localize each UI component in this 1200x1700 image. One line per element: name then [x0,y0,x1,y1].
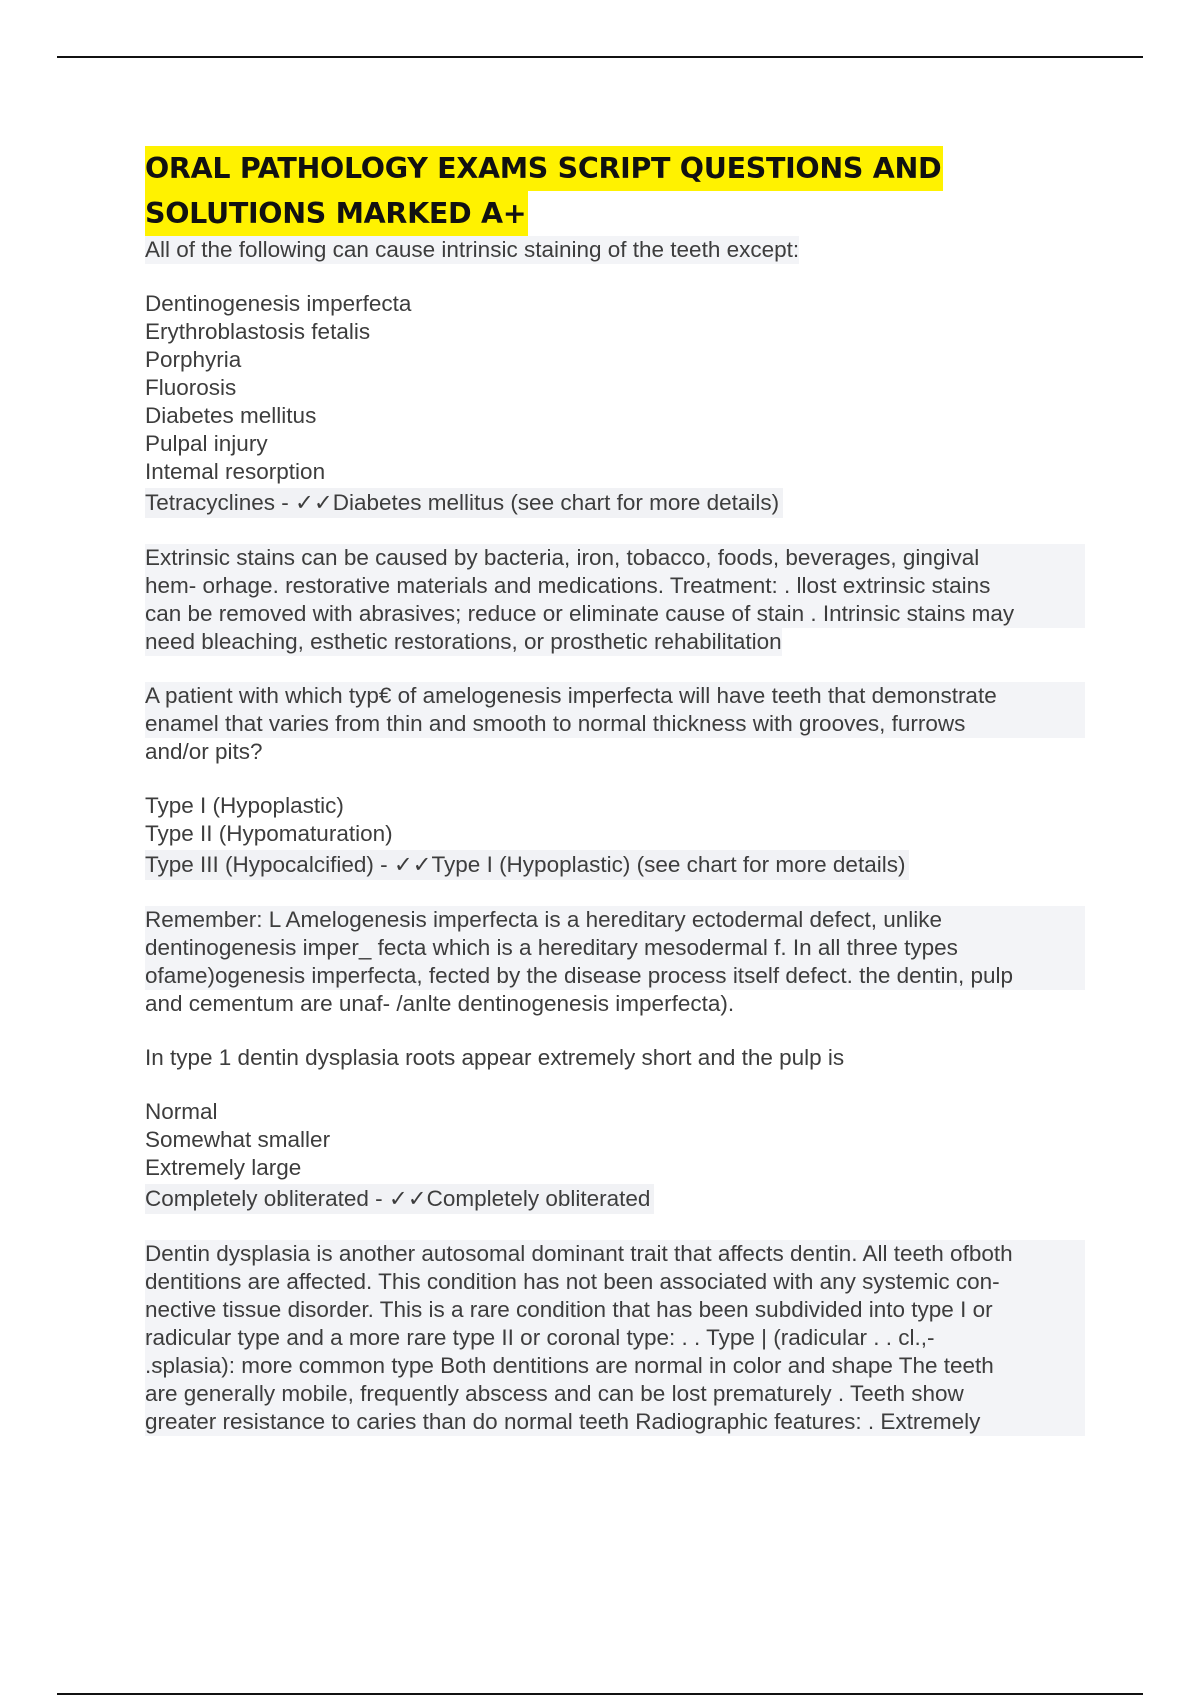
title-line-1: ORAL PATHOLOGY EXAMS SCRIPT QUESTIONS AND [145,146,943,191]
question-2-text [145,682,1085,766]
explanation-line: Extrinsic stains can be caused by bacteria, iron, tobacco, foods, beverages, gingival [145,544,1085,572]
explanation-line: Dentin dysplasia is another autosomal dominant trait that affects dentin. All teeth ofboth [145,1240,1085,1268]
question-3-explanation [145,1240,1085,1436]
question-1-text: All of the following can cause intrinsic staining of the teeth except: [145,237,800,262]
explanation-line: ofame)ogenesis imperfecta, fected by the disease process itself defect. the dentin, pulp [145,962,1085,990]
question-2-options [145,792,1085,880]
question-line: and/or pits? [145,739,263,764]
explanation-line: dentitions are affected. This condition has not been associated with any systemic con- [145,1268,1085,1296]
explanation-line: hem- orhage. restorative materials and medications. Treatment: . llost extrinsic stains [145,572,1085,600]
option-item: Pulpal injury [145,431,268,456]
option-item: Diabetes mellitus [145,403,317,428]
option-item: Extremely large [145,1155,302,1180]
question-2-explanation [145,906,1085,1018]
option-item: Erythroblastosis fetalis [145,319,371,344]
explanation-line: .splasia): more common type Both dentitions are normal in color and shape The teeth [145,1352,1085,1380]
explanation-line: need bleaching, esthetic restorations, or prosthetic rehabilitation [145,629,782,654]
explanation-line: can be removed with abrasives; reduce or eliminate cause of stain . Intrinsic stains may [145,600,1085,628]
option-item: Porphyria [145,347,242,372]
option-item: Type II (Hypomaturation) [145,821,393,846]
spacer [145,518,1085,544]
explanation-line: greater resistance to caries than do normal teeth Radiographic features: . Extremely [145,1408,1085,1436]
question-3-answer: Completely obliterated - ✓✓Completely obliterated [145,1184,654,1214]
question-2-answer: Type III (Hypocalcified) - ✓✓Type I (Hypoplastic) (see chart for more details) [145,850,909,880]
question-3-text: In type 1 dentin dysplasia roots appear extremely short and the pulp is [145,1045,845,1070]
title-line-2: SOLUTIONS MARKED A+ [145,191,528,236]
document-title [145,146,1085,236]
option-item: Type I (Hypoplastic) [145,793,344,818]
option-item: Dentinogenesis imperfecta [145,291,412,316]
question-1-explanation [145,544,1085,656]
explanation-line: dentinogenesis imper_ fecta which is a hereditary mesodermal f. In all three types [145,934,1085,962]
question-1-answer: Tetracyclines - ✓✓Diabetes mellitus (see chart for more details) [145,488,783,518]
question-line: A patient with which typ€ of amelogenesis imperfecta will have teeth that demonstrate [145,682,1085,710]
spacer [145,264,1085,290]
explanation-line: are generally mobile, frequently abscess and can be lost prematurely . Teeth show [145,1380,1085,1408]
option-item: Fluorosis [145,375,237,400]
footer-rule [57,1693,1143,1695]
explanation-line: Remember: L Amelogenesis imperfecta is a hereditary ectodermal defect, unlike [145,906,1085,934]
option-item: Somewhat smaller [145,1127,331,1152]
option-item: Normal [145,1099,218,1124]
spacer [145,1072,1085,1098]
header-rule [57,56,1143,58]
explanation-line: nective tissue disorder. This is a rare condition that has been subdivided into type I or [145,1296,1085,1324]
spacer [145,1214,1085,1240]
explanation-line: and cementum are unaf- /anlte dentinogenesis imperfecta). [145,991,735,1016]
question-1-options [145,290,1085,518]
document-body [145,146,1085,1436]
question-line: enamel that varies from thin and smooth to normal thickness with grooves, furrows [145,710,1085,738]
spacer [145,766,1085,792]
spacer [145,656,1085,682]
question-3-options [145,1098,1085,1214]
spacer [145,880,1085,906]
spacer [145,1018,1085,1044]
option-item: Intemal resorption [145,459,326,484]
explanation-line: radicular type and a more rare type II or coronal type: . . Type | (radicular . . cl.,- [145,1324,1085,1352]
